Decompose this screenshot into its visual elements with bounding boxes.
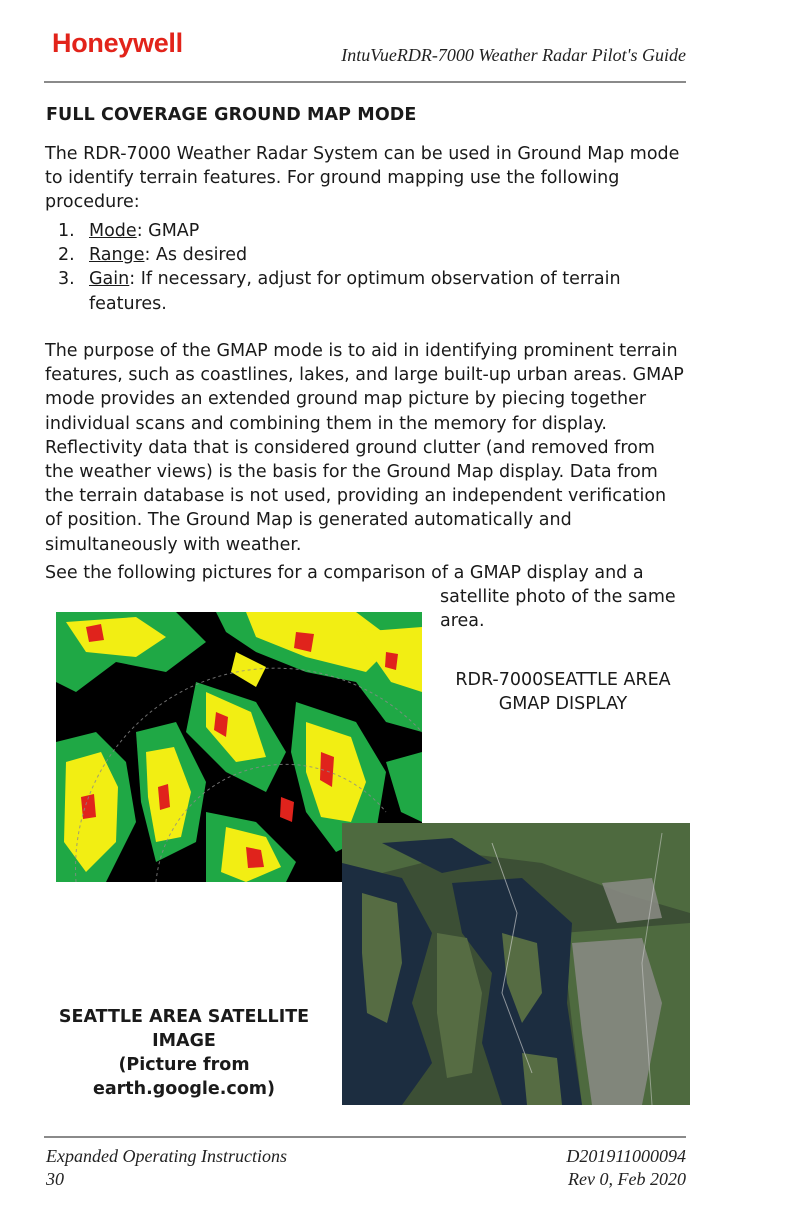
satellite-caption-title: SEATTLE AREA SATELLITE IMAGE	[58, 1007, 310, 1051]
step-text: : As desired	[144, 245, 248, 266]
revision-label: Rev 0, Feb 2020	[568, 1169, 686, 1189]
step-number: 3.	[58, 269, 75, 290]
step-number: 1.	[58, 221, 75, 241]
step-item	[58, 219, 658, 243]
satellite-caption-source: (Picture from earth.google.com)	[92, 1055, 276, 1099]
step-item	[58, 267, 658, 315]
guide-title: IntuVueRDR-7000 Weather Radar Pilot's Guide	[341, 45, 686, 65]
comparison-tail: satellite photo of the same area.	[440, 587, 676, 632]
step-key: Mode	[89, 221, 137, 241]
comparison-lead: See the following pictures for a comparison of a GMAP display and a	[45, 563, 644, 583]
step-item	[58, 243, 658, 267]
page-number: 30	[46, 1169, 64, 1189]
intro-paragraph: The RDR-7000 Weather Radar System can be used in Ground Map mode to identify terrain features. For ground mapping use the following procedure:	[45, 144, 680, 213]
header-divider	[44, 81, 686, 83]
satellite-image	[342, 823, 690, 1105]
footer-right	[566, 1145, 686, 1191]
step-number: 2.	[58, 245, 75, 266]
footer-divider	[44, 1136, 686, 1138]
procedure-steps	[58, 219, 658, 316]
section-heading: FULL COVERAGE GROUND MAP MODE	[46, 105, 417, 125]
satellite-terrain-graphic	[342, 823, 690, 1105]
radar-caption: RDR-7000SEATTLE AREA GMAP DISPLAY	[455, 670, 671, 714]
step-key: Gain	[89, 269, 130, 290]
step-key: Range	[89, 245, 145, 266]
footer-title: Expanded Operating Instructions	[46, 1146, 287, 1166]
footer-left	[46, 1145, 287, 1191]
step-text: : GMAP	[136, 221, 200, 241]
satellite-caption	[46, 1005, 322, 1101]
honeywell-logo: Honeywell	[52, 28, 183, 58]
document-number: D201911000094	[566, 1146, 686, 1166]
step-text: : If necessary, adjust for optimum observation of terrain features.	[89, 269, 621, 314]
purpose-paragraph: The purpose of the GMAP mode is to aid in identifying prominent terrain features, such as coastlines, lakes, and large built-up urban areas. GMAP mode provides an extended ground map picture by piecing together individual scans and combining them in the memory for display. Reflectivity data that is considered ground clutter (and removed from the weather views) is the basis for the Ground Map display. Data from the terrain database is not used, providing an independent verification of position. The Ground Map is generated automatically and simultaneously with weather.	[45, 341, 684, 555]
